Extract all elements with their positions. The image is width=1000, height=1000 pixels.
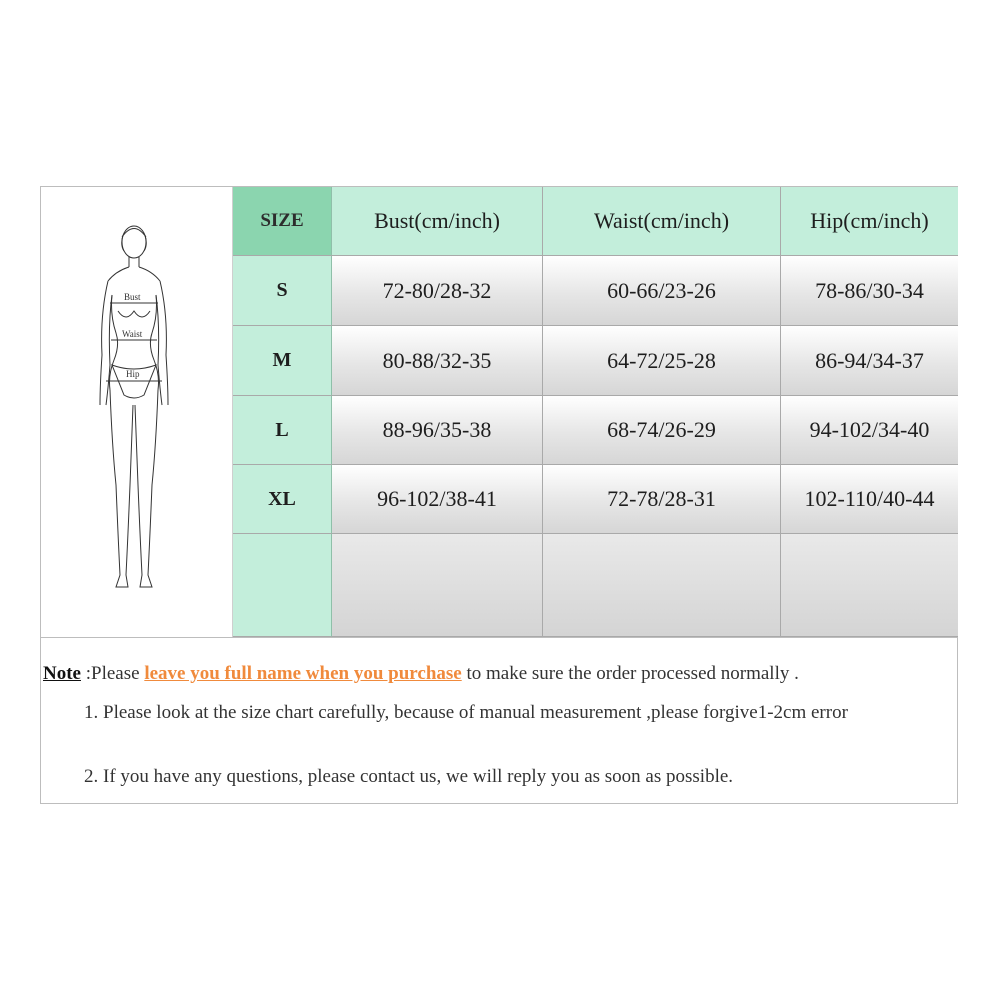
- header-hip: Hip(cm/inch): [781, 187, 958, 256]
- waist-cell: [543, 534, 781, 637]
- waist-cell: 72-78/28-31: [543, 465, 781, 534]
- bust-cell: 96-102/38-41: [332, 465, 543, 534]
- note-item-1: 1. Please look at the size chart carefully, because of manual measurement ,please forgive1-2cm error: [84, 702, 848, 723]
- size-table: [233, 187, 958, 637]
- table-row: [233, 396, 958, 465]
- header-bust: Bust(cm/inch): [332, 187, 543, 256]
- bust-label: Bust: [124, 292, 141, 302]
- hip-cell: 102-110/40-44: [781, 465, 958, 534]
- hip-label: Hip: [126, 369, 140, 379]
- bust-cell: [332, 534, 543, 637]
- waist-cell: 64-72/25-28: [543, 326, 781, 396]
- hip-cell: [781, 534, 958, 637]
- note-prefix: :Please: [80, 663, 145, 684]
- waist-cell: 68-74/26-29: [543, 396, 781, 465]
- size-chart: [40, 186, 958, 804]
- bust-cell: 72-80/28-32: [332, 256, 543, 326]
- bust-cell: 80-88/32-35: [332, 326, 543, 396]
- size-cell: L: [233, 396, 332, 465]
- hip-cell: 86-94/34-37: [781, 326, 958, 396]
- body-measurement-figure-icon: [86, 215, 186, 605]
- hip-cell: 78-86/30-34: [781, 256, 958, 326]
- table-row-empty: [233, 534, 958, 637]
- notes-section: [41, 637, 957, 803]
- hip-cell: 94-102/34-40: [781, 396, 958, 465]
- note-item-2: 2. If you have any questions, please contact us, we will reply you as soon as possible.: [84, 766, 734, 787]
- note-line: [43, 663, 799, 685]
- waist-label: Waist: [122, 329, 143, 339]
- size-cell: XL: [233, 465, 332, 534]
- note-suffix: to make sure the order processed normally .: [461, 663, 799, 684]
- bust-cell: 88-96/35-38: [332, 396, 543, 465]
- size-cell: M: [233, 326, 332, 396]
- note-link[interactable]: leave you full name when you purchase: [144, 663, 462, 684]
- header-size: SIZE: [233, 187, 332, 256]
- table-row: [233, 465, 958, 534]
- note-label: Note: [43, 663, 81, 684]
- body-figure-panel: [41, 187, 233, 637]
- table-row: [233, 326, 958, 396]
- waist-cell: 60-66/23-26: [543, 256, 781, 326]
- size-cell: [233, 534, 332, 637]
- header-waist: Waist(cm/inch): [543, 187, 781, 256]
- table-row: [233, 256, 958, 326]
- table-header-row: [233, 187, 958, 256]
- size-cell: S: [233, 256, 332, 326]
